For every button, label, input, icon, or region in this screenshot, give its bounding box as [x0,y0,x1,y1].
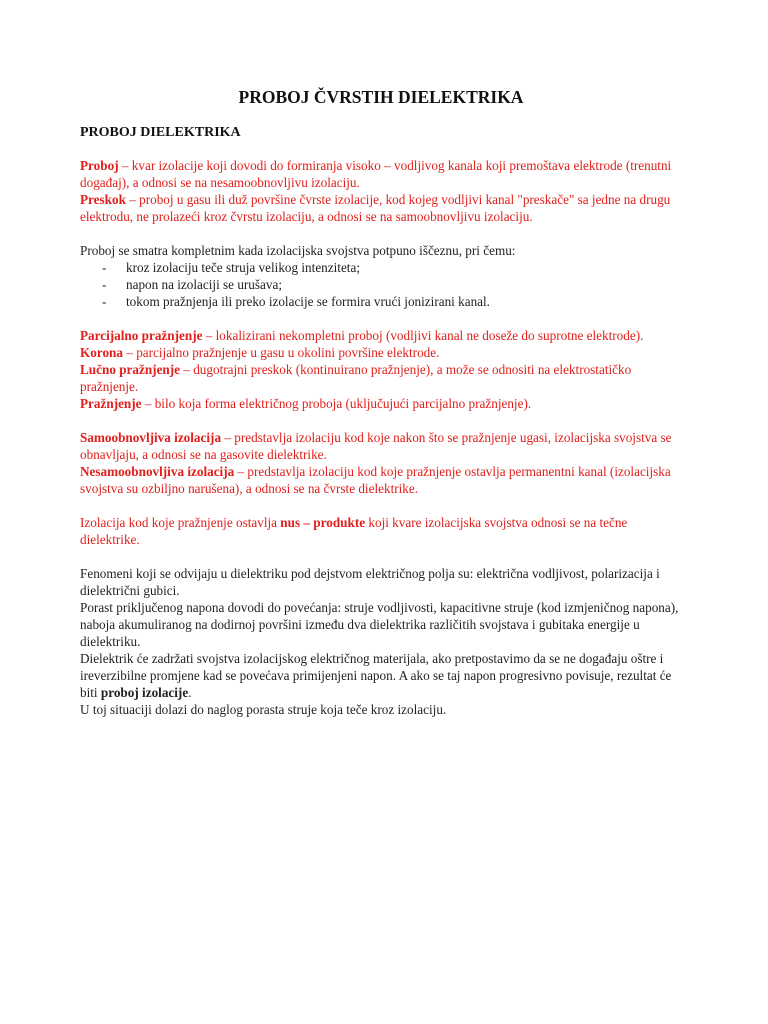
list-item [80,293,682,310]
document-content [80,86,682,718]
definition-samoobnovljiva-izolacija [80,429,682,463]
dielectric-bold-term: proboj izolacije [100,685,189,700]
definition-lucno-praznjenje [80,361,682,395]
byproducts-text-before: Izolacija kod koje pražnjenje ostavlja [80,515,281,530]
spacer [80,225,682,242]
definition-text: – parcijalno pražnjenje u gasu u okolini površine elektrode. [123,345,440,360]
spacer [80,310,682,327]
dielectric-paragraph [80,650,682,701]
closing-paragraph: U toj situaciji dolazi do naglog porasta struje koja teče kroz izolaciju. [80,702,447,717]
list-item-text: tokom pražnjenja ili preko izolacije se formira vrući jonizirani kanal. [126,294,490,309]
definition-text: – dugotrajni preskok (kontinuirano pražnjenje), a može se odnositi na elektrostatičko pražnjenje. [80,362,632,394]
definition-proboj [80,157,682,191]
definition-term: Korona [80,345,123,360]
definition-text: – predstavlja izolaciju kod koje nakon što se pražnjenje ugasi, izolacijska svojstva se obnavljaju, a odnosi se na gasovite dielektrike. [80,430,672,462]
list-item [80,276,682,293]
definition-text: – proboj u gasu ili duž površine čvrste izolacije, kod kojeg vodljivi kanal "preskače" sa jedne na drugu elektrodu, ne prolazeći kroz čvrstu izolaciju, a odnosi se na samoobnovljivu izolaciju. [80,192,671,224]
definition-term: Lučno pražnjenje [80,362,181,377]
spacer [80,548,682,565]
definition-term: Nesamoobnovljiva izolacija [80,464,235,479]
dielectric-text-before: Dielektrik će zadržati svojstva izolacijskog električnog materijala, ako pretpostavimo da se ne događaju oštre i ireverzibilne promjene kad se povećava primijenjeni napon. A ako se taj napon progresivno povisuje, rezultat će biti [80,651,672,700]
definition-nesamoobnovljiva-izolacija [80,463,682,497]
byproducts-term: nus – produkte [280,515,366,530]
definition-text: – predstavlja izolaciju kod koje pražnjenje ostavlja permanentni kanal (izolacijska svojstva su ozbiljno narušena), a odnosi se na čvrste dielektrike. [80,464,671,496]
definition-text: – lokalizirani nekompletni proboj (vodljivi kanal ne doseže do suprotne elektrode). [202,328,644,343]
definition-korona [80,344,682,361]
byproducts-text-after: koji kvare izolacijska svojstva odnosi se na tečne dielektrike. [80,515,628,547]
spacer [80,497,682,514]
dielectric-text-after: . [188,685,192,700]
section-heading: PROBOJ DIELEKTRIKA [80,125,241,140]
phenomena-paragraph: Fenomeni koji se odvijaju u dielektriku pod dejstvom električnog polja su: električna vodljivost, polarizacija i dielektrični gubici. [80,566,660,598]
definition-text: – bilo koja forma električnog proboja (uključujući parcijalno pražnjenje). [141,396,532,411]
definition-preskok [80,191,682,225]
byproducts-paragraph [80,514,682,548]
definition-text: – kvar izolacije koji dovodi do formiranja visoko – vodljivog kanala koji premoštava elektrode (trenutni događaj), a odnosi se na nesamoobnovljivu izolaciju. [80,158,672,190]
definition-parcijalno-praznjenje [80,327,682,344]
breakdown-intro: Proboj se smatra kompletnim kada izolacijska svojstva potpuno iščeznu, pri čemu: [80,243,516,258]
list-item [80,259,682,276]
definition-term: Proboj [80,158,119,173]
list-item-text: napon na izolaciji se urušava; [126,277,282,292]
list-dash: - [102,294,107,309]
list-item-text: kroz izolaciju teče struja velikog intenziteta; [126,260,360,275]
document-title: PROBOJ ČVRSTIH DIELEKTRIKA [238,87,524,107]
breakdown-list [80,259,682,310]
spacer [80,412,682,429]
definition-praznjenje [80,395,682,412]
list-dash: - [102,260,107,275]
voltage-increase-paragraph: Porast priključenog napona dovodi do povećanja: struje vodljivosti, kapacitivne struje (kod izmjeničnog napona), naboja akumuliranog na dodirnoj površini između dva dielektrika različitih svojstava i gubitaka energije u dielektriku. [80,600,679,649]
definition-term: Samoobnovljiva izolacija [80,430,222,445]
definition-term: Preskok [80,192,126,207]
definition-term: Pražnjenje [80,396,142,411]
definition-term: Parcijalno pražnjenje [80,328,203,343]
list-dash: - [102,277,107,292]
